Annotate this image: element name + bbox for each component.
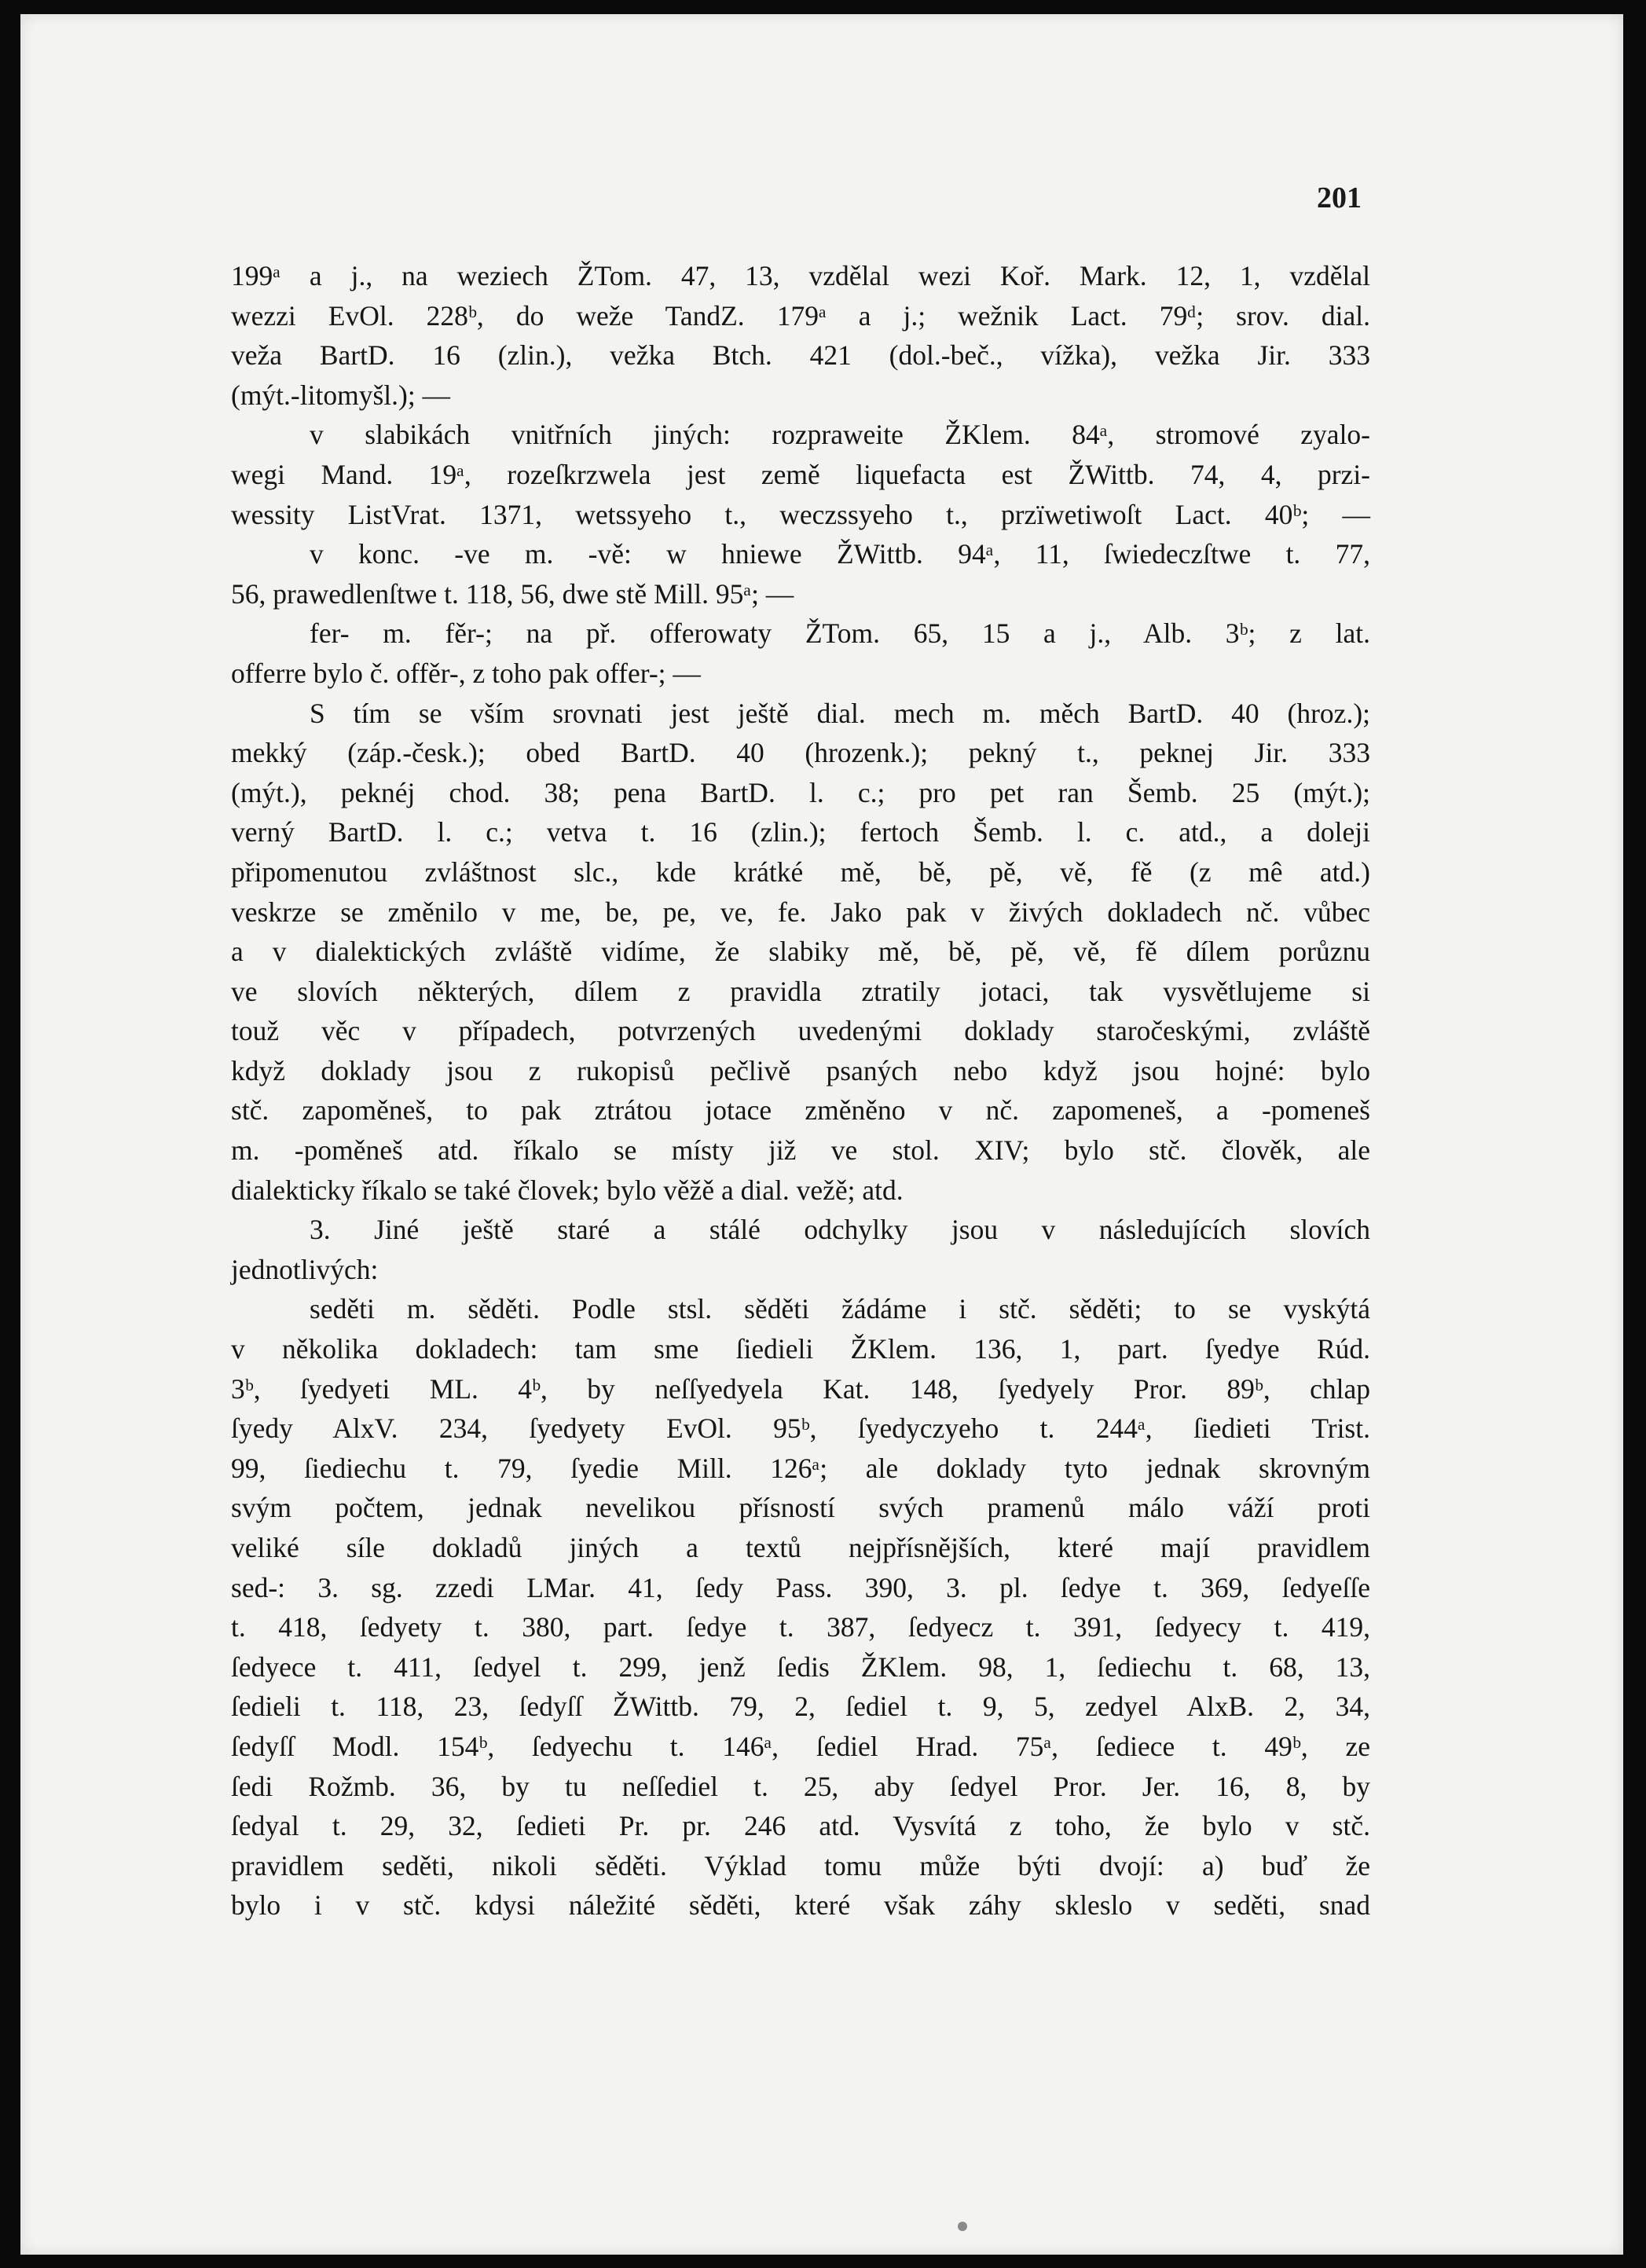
text-line: 56, prawedlenſtwe t. 118, 56, dwe stě Mill. 95ᵃ; — [231,577,794,610]
text-line: pravidlem seděti, nikoli sěděti. Výklad tomu může býti dvojí: a) buď že [231,1849,1370,1881]
text-line: připomenutou zvláštnost slc., kde krátké mě, bě, pě, vě, fě (z mê atd.) [231,856,1370,888]
text-line: wessity ListVrat. 1371, wetssyeho t., weczssyeho t., przïwetiwoſt Lact. 40ᵇ; — [231,498,1370,530]
text-line: m. -poměneš atd. říkalo se místy již ve stol. XIV; bylo stč. člověk, ale [231,1134,1370,1167]
text-line: 99, ſiediechu t. 79, ſyedie Mill. 126ᵃ; ale doklady tyto jednak skrovným [231,1452,1370,1484]
text-line: ſyedy AlxV. 234, ſyedyety EvOl. 95ᵇ, ſyedyczyeho t. 244ᵃ, ſiedieti Trist. [231,1412,1370,1445]
text-line: wegi Mand. 19ᵃ, rozeſkrzwela jest země liquefacta est ŽWittb. 74, 4, przi- [231,458,1370,490]
page-number: 201 [1317,181,1362,214]
text-line: offerre bylo č. offěr-, z toho pak offer-; — [231,657,701,689]
text-line: v slabikách vnitřních jiných: rozpraweite ŽKlem. 84ᵃ, stromové zyalo- [310,419,1370,451]
text-line: a v dialektických zvláště vidíme, že slabiky mě, bě, pě, vě, fě dílem porůznu [231,936,1370,968]
text-line: seděti m. sěděti. Podle stsl. sěděti žádáme i stč. sěděti; to se vyskýtá [310,1293,1370,1325]
text-line: verný BartD. l. c.; vetva t. 16 (zlin.); fertoch Šemb. l. c. atd., a doleji [231,816,1370,848]
text-line: fer- m. fěr-; na př. offerowaty ŽTom. 65, 15 a j., Alb. 3ᵇ; z lat. [310,617,1370,650]
text-line: veskrze se změnilo v me, be, pe, ve, fe. Jako pak v živých dokladech nč. vůbec [231,896,1370,928]
text-line: bylo i v stč. kdysi náležité sěděti, které však záhy skleslo v seděti, snad [231,1889,1370,1922]
text-line: stč. zapoměneš, to pak ztrátou jotace změněno v nč. zapomeneš, a -pomeneš [231,1094,1370,1127]
book-page [20,14,1623,2255]
text-line: dialekticky říkalo se také človek; bylo věžě a dial. vežě; atd. [231,1174,904,1206]
text-line: (mýt.), peknéj chod. 38; pena BartD. l. c.; pro pet ran Šemb. 25 (mýt.); [231,776,1370,808]
text-line: ve slovích některých, dílem z pravidla ztratily jotaci, tak vysvětlujeme si [231,975,1370,1007]
text-line: v několika dokladech: tam sme ſiedieli ŽKlem. 136, 1, part. ſyedye Rúd. [231,1333,1370,1365]
text-line: t. 418, ſedyety t. 380, part. ſedye t. 387, ſedyecz t. 391, ſedyecy t. 419, [231,1611,1370,1643]
text-line: S tím se vším srovnati jest ještě dial. mech m. měch BartD. 40 (hroz.); [310,697,1370,729]
text-line: wezzi EvOl. 228ᵇ, do weže TandZ. 179ᵃ a j.; wežnik Lact. 79ᵈ; srov. dial. [231,299,1370,332]
text-line: ſedi Rožmb. 36, by tu neſſediel t. 25, aby ſedyel Pror. Jer. 16, 8, by [231,1770,1370,1802]
text-line: ſedyece t. 411, ſedyel t. 299, jenž ſedis ŽKlem. 98, 1, ſediechu t. 68, 13, [231,1651,1370,1683]
text-line: jednotlivých: [231,1253,379,1285]
paper-speck [958,2222,967,2231]
text-line: ſedieli t. 118, 23, ſedyſſ ŽWittb. 79, 2, ſediel t. 9, 5, zedyel AlxB. 2, 34, [231,1691,1370,1723]
text-line: ſedyſſ Modl. 154ᵇ, ſedyechu t. 146ᵃ, ſediel Hrad. 75ᵃ, ſediece t. 49ᵇ, ze [231,1730,1370,1762]
text-line: sed-: 3. sg. zzedi LMar. 41, ſedy Pass. 390, 3. pl. ſedye t. 369, ſedyeſſe [231,1571,1370,1603]
text-line: 199ᵃ a j., na weziech ŽTom. 47, 13, vzdělal wezi Koř. Mark. 12, 1, vzdělal [231,260,1370,291]
text-line: (mýt.-litomyšl.); — [231,379,451,411]
text-line: v konc. -ve m. -vě: w hniewe ŽWittb. 94ᵃ, 11, ſwiedeczſtwe t. 77, [310,538,1370,570]
text-line: touž věc v případech, potvrzených uvedenými doklady staročeskými, zvláště [231,1015,1370,1047]
text-line: ſedyal t. 29, 32, ſedieti Pr. pr. 246 atd. Vysvítá z toho, že bylo v stč. [231,1810,1370,1842]
text-line: mekký (záp.-česk.); obed BartD. 40 (hrozenk.); pekný t., peknej Jir. 333 [231,737,1370,769]
text-line: 3. Jiné ještě staré a stálé odchylky jsou v následujících slovích [310,1214,1370,1246]
text-line: veliké síle dokladů jiných a textů nejpřísnějších, které mají pravidlem [231,1532,1370,1563]
body-text [231,256,1370,1925]
text-line: svým počtem, jednak nevelikou přísností svých pramenů málo váží proti [231,1492,1370,1524]
text-line: veža BartD. 16 (zlin.), vežka Btch. 421 (dol.-beč., vížka), vežka Jir. 333 [231,339,1370,372]
text-line: 3ᵇ, ſyedyeti ML. 4ᵇ, by neſſyedyela Kat. 148, ſyedyely Pror. 89ᵇ, chlap [231,1372,1370,1405]
text-line: když doklady jsou z rukopisů pečlivě psaných nebo když jsou hojné: bylo [231,1054,1370,1086]
